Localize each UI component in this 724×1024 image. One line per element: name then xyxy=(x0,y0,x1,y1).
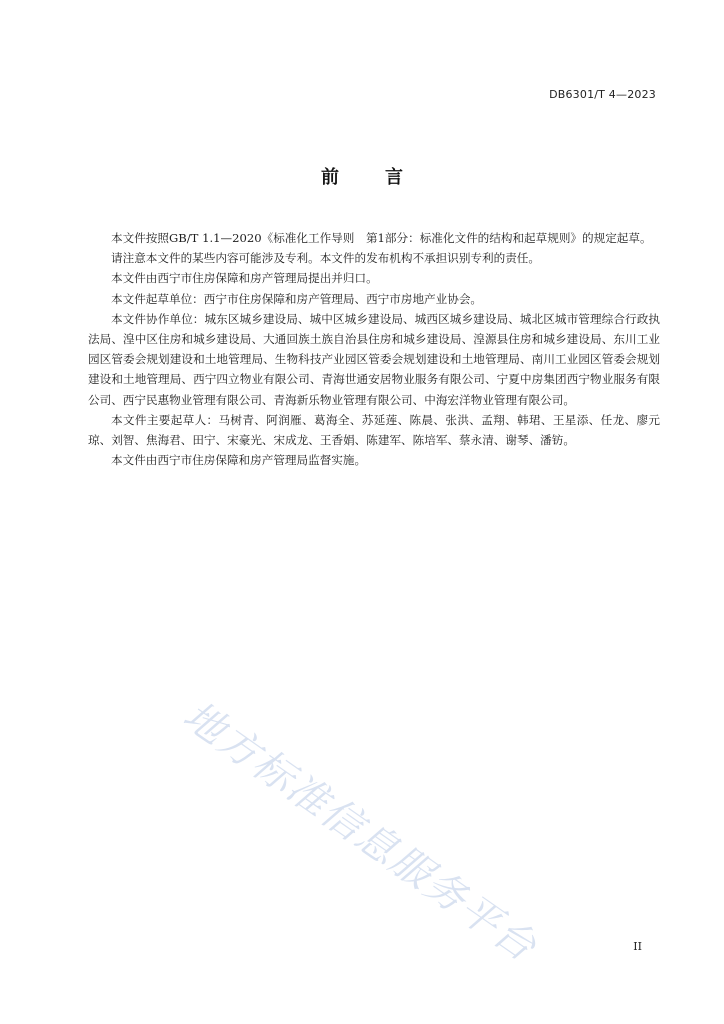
title-char-2: 言 xyxy=(385,167,403,188)
page-title xyxy=(0,163,724,189)
foreword-body xyxy=(88,228,660,470)
paragraph-drafting-units: 本文件起草单位：西宁市住房保障和房产管理局、西宁市房地产业协会。 xyxy=(111,291,483,306)
document-code: DB6301/T 4—2023 xyxy=(549,88,656,101)
paragraph-main-drafters: 本文件主要起草人：马树青、阿润雁、葛海全、苏延莲、陈晨、张洪、孟翔、韩珺、王星添、任龙、廖元琼、刘智、焦海君、田宁、宋豪光、宋成龙、王香娟、陈建军、陈培军、蔡永清、谢琴、潘钫。 xyxy=(88,412,660,448)
paragraph-supervision: 本文件由西宁市住房保障和房产管理局监督实施。 xyxy=(111,453,367,468)
watermark: 地方标准信息服务平台 xyxy=(174,692,546,972)
title-char-1: 前 xyxy=(321,167,339,188)
paragraph-drafting-rules: 本文件按照GB/T 1.1—2020《标准化工作导则 第1部分：标准化文件的结构和起草规则》的规定起草。 xyxy=(111,231,652,245)
page-number: II xyxy=(633,940,642,953)
paragraph-cooperating-units: 本文件协作单位：城东区城乡建设局、城中区城乡建设局、城西区城乡建设局、城北区城市管理综合行政执法局、湟中区住房和城乡建设局、大通回族土族自治县住房和城乡建设局、湟源县住房和城乡建设局、东川工业园区管委会规划建设和土地管理局、生物科技产业园区管委会规划建设和土地管理局、南川工业园区管委会规划建设和土地管理局、西宁四立物业有限公司、青海世通安居物业服务有限公司、宁夏中房集团西宁物业服务有限公司、西宁民惠物业管理有限公司、青海新乐物业管理有限公司、中海宏洋物业管理有限公司。 xyxy=(88,311,660,407)
paragraph-patent-notice: 请注意本文件的某些内容可能涉及专利。本文件的发布机构不承担识别专利的责任。 xyxy=(111,251,540,266)
paragraph-proposer: 本文件由西宁市住房保障和房产管理局提出并归口。 xyxy=(111,271,378,286)
